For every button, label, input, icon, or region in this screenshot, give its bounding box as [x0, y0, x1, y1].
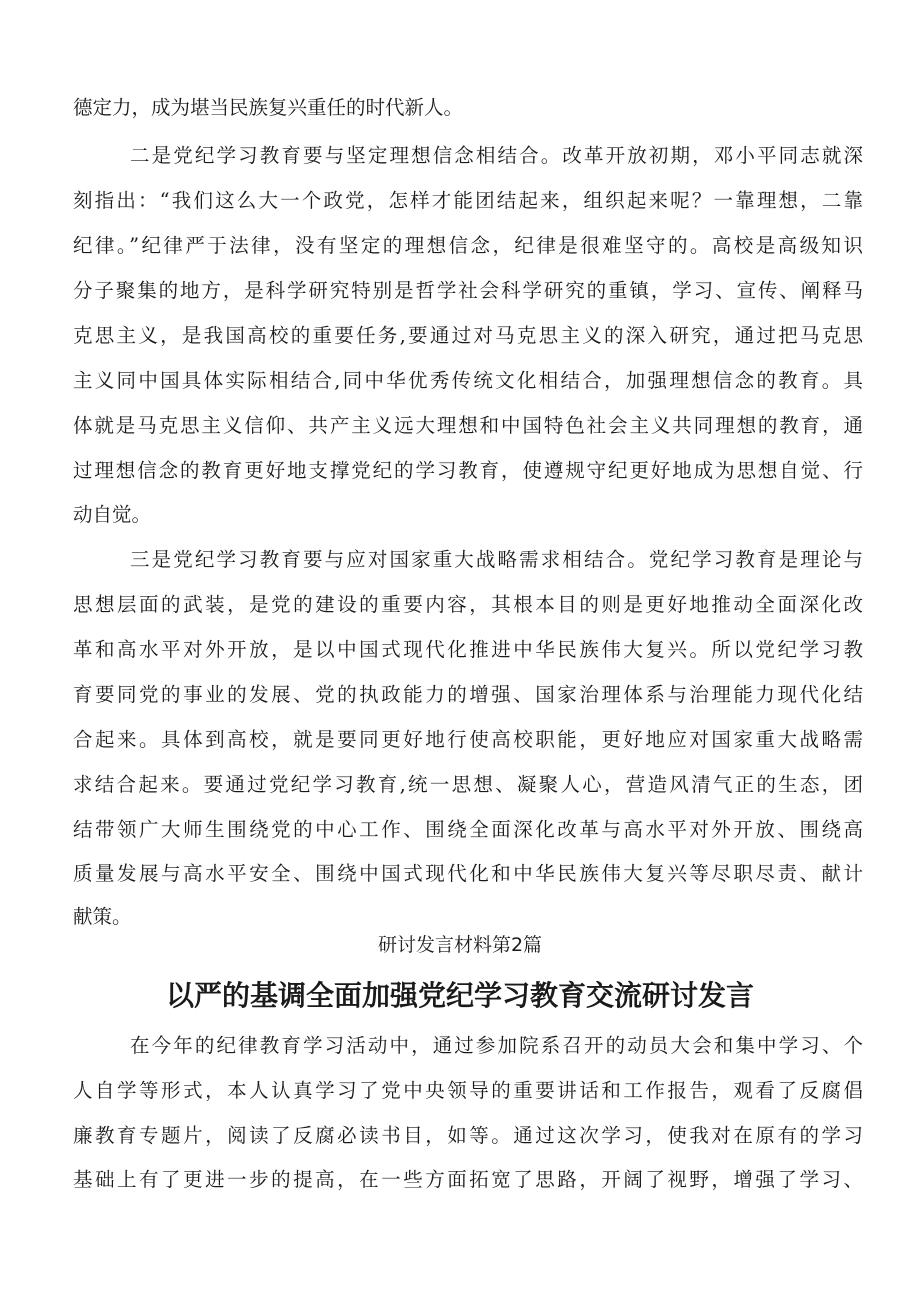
paragraph-line: 主义同中国具体实际相结合,同中华优秀传统文化相结合，加强理想信念的教育。具: [73, 369, 863, 392]
paragraph-line: 结带领广大师生围绕党的中心工作、围绕全面深化改革与高水平对外开放、围绕高: [73, 818, 863, 841]
paragraph-line: 纪律。”纪律严于法律，没有坚定的理想信念，纪律是很难坚守的。高校是高级知识: [73, 234, 863, 257]
article-title: 以严的基调全面加强党纪学习教育交流研讨发言: [165, 979, 754, 1012]
paragraph-line: 二是党纪学习教育要与坚定理想信念相结合。改革开放初期，邓小平同志就深: [130, 144, 863, 167]
paragraph-line: 合起来。具体到高校，就是要同更好地行使高校职能，更好地应对国家重大战略需: [73, 728, 863, 751]
paragraph-line: 体就是马克思主义信仰、共产主义远大理想和中国特色社会主义共同理想的教育，通: [73, 414, 863, 437]
paragraph-line: 人自学等形式，本人认真学习了党中央领导的重要讲话和工作报告，观看了反腐倡: [73, 1079, 863, 1102]
paragraph-line: 三是党纪学习教育要与应对国家重大战略需求相结合。党纪学习教育是理论与: [130, 548, 863, 571]
paragraph-line: 在今年的纪律教育学习活动中，通过参加院系召开的动员大会和集中学习、个: [130, 1034, 863, 1057]
paragraph-line: 克思主义，是我国高校的重要任务,要通过对马克思主义的深入研究，通过把马克思: [73, 324, 863, 347]
paragraph-line: 德定力，成为堪当民族复兴重任的时代新人。: [73, 96, 464, 119]
paragraph-line: 基础上有了更进一步的提高，在一些方面拓宽了思路，开阔了视野，增强了学习、: [73, 1168, 863, 1191]
paragraph-line: 革和高水平对外开放，是以中国式现代化推进中华民族伟大复兴。所以党纪学习教: [73, 638, 863, 661]
paragraph-line: 分子聚集的地方，是科学研究特别是哲学社会科学研究的重镇，学习、宣传、阐释马: [73, 279, 863, 302]
paragraph-line: 求结合起来。要通过党纪学习教育,统一思想、凝聚人心，营造风清气正的生态，团: [73, 773, 863, 796]
paragraph-line: 献策。: [73, 905, 132, 928]
article-subtitle: 研讨发言材料第2篇: [377, 934, 543, 956]
paragraph-line: 刻指出：“我们这么大一个政党，怎样才能团结起来，组织起来呢？一靠理想，二靠: [73, 189, 863, 212]
paragraph-line: 育要同党的事业的发展、党的执政能力的增强、国家治理体系与治理能力现代化结: [73, 683, 863, 706]
paragraph-line: 思想层面的武装，是党的建设的重要内容，其根本目的则是更好地推动全面深化改: [73, 593, 863, 616]
paragraph-line: 质量发展与高水平安全、围绕中国式现代化和中华民族伟大复兴等尽职尽责、献计: [73, 862, 863, 885]
paragraph-line: 过理想信念的教育更好地支撑党纪的学习教育，使遵规守纪更好地成为思想自觉、行: [73, 459, 863, 482]
paragraph-line: 廉教育专题片，阅读了反腐必读书目，如等。通过这次学习，使我对在原有的学习: [73, 1124, 863, 1147]
paragraph-line: 动自觉。: [73, 503, 152, 526]
